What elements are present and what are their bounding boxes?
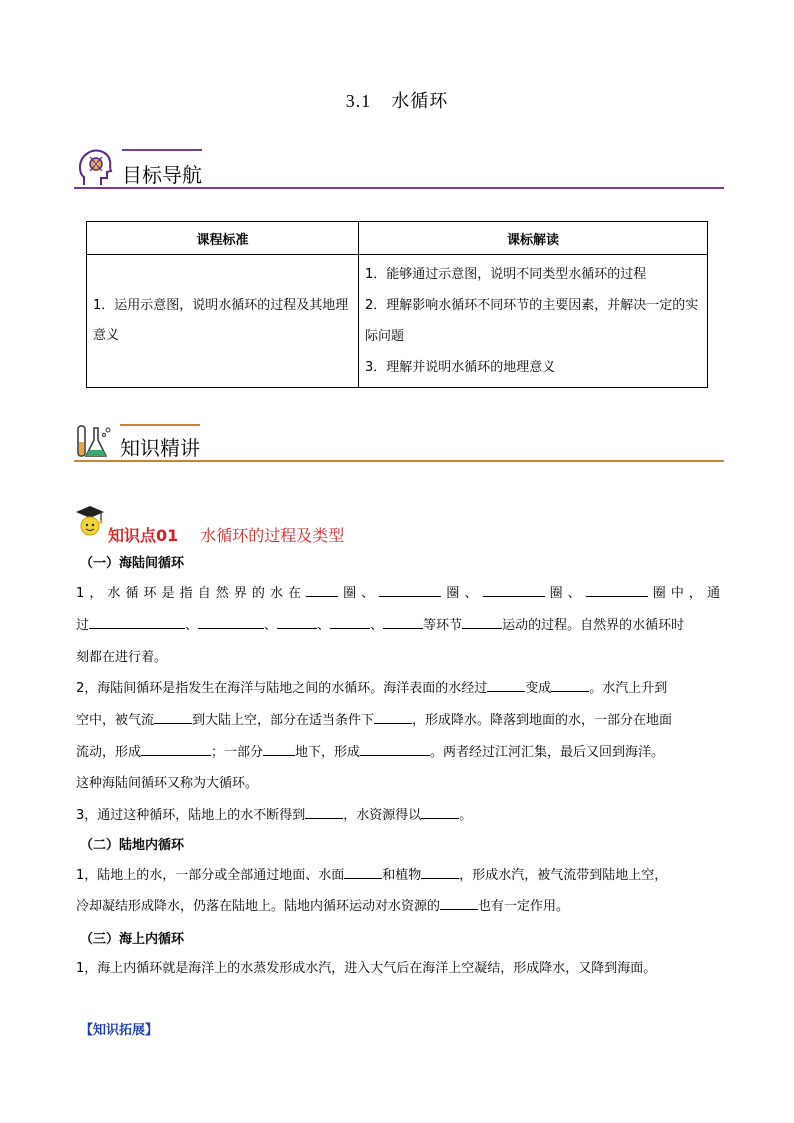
fill-blank: [360, 741, 430, 756]
subsection-heading: （三）海上内循环: [80, 932, 185, 947]
text: 1，陆地上的水，一部分或全部通过地面、水面: [76, 868, 345, 883]
paragraph: [76, 673, 720, 705]
text: 1，水循环是指自然界的水在: [76, 586, 307, 601]
paragraph: [76, 737, 720, 769]
fill-blank: [383, 614, 423, 629]
text: 过: [76, 618, 90, 633]
text: 2，海陆间循环是指发生在海洋与陆地之间的水循环。海洋表面的水经过: [76, 681, 488, 696]
goal-section-title: 目标导航: [122, 163, 202, 187]
table-header-standard: 课程标准: [87, 222, 359, 255]
fill-blank: [483, 582, 545, 597]
knowledge-point-label: 知识点01: [108, 526, 179, 545]
lab-flask-icon: [74, 422, 114, 462]
knowledge-underline: [74, 460, 724, 462]
text: 。: [459, 808, 473, 823]
knowledge-top-line: [120, 424, 200, 426]
knowledge-point-name: 水循环的过程及类型: [200, 526, 345, 545]
knowledge-section-title: 知识精讲: [120, 436, 200, 460]
text: 流动，形成: [76, 745, 142, 760]
text: 到大陆上空，部分在适当条件下: [192, 713, 375, 728]
table-header-row: [87, 222, 708, 255]
standard-cell: 1．运用示意图，说明水循环的过程及其地理意义: [87, 255, 359, 388]
text: 空中，被气流: [76, 713, 155, 728]
curriculum-table: [86, 221, 708, 388]
text: 、: [264, 618, 278, 633]
interpretation-cell: [359, 255, 708, 388]
fill-blank: [487, 677, 525, 692]
subsection-heading: （二）陆地内循环: [80, 838, 185, 853]
text: ；一部分: [211, 745, 264, 760]
fill-blank: [277, 614, 317, 629]
fill-blank: [462, 614, 502, 629]
text: 圈、: [338, 586, 380, 601]
paragraph: [76, 891, 720, 923]
fill-blank: [586, 582, 648, 597]
fill-blank: [379, 582, 441, 597]
paragraph: [76, 860, 720, 892]
paragraph: [76, 800, 720, 832]
interpretation-item: 3．理解并说明水循环的地理意义: [365, 360, 556, 375]
text: 、: [370, 618, 384, 633]
table-header-interpretation: 课标解读: [359, 222, 708, 255]
paragraph: 1，海上内循环就是海洋上的水蒸发形成水汽，进入大气后在海洋上空凝结，形成降水，又降到海面。: [76, 961, 657, 976]
paragraph: 刻都在进行着。: [76, 650, 168, 665]
graduate-icon: [74, 504, 106, 538]
goal-top-line: [122, 149, 202, 151]
fill-blank: [141, 741, 211, 756]
fill-blank: [306, 582, 338, 597]
goal-underline: [74, 187, 724, 189]
page-title: [0, 87, 794, 113]
text: 冷却凝结形成降水，仍落在陆地上。陆地内循环运动对水资源的: [76, 899, 441, 914]
head-gear-icon: [76, 147, 114, 187]
fill-blank: [344, 864, 382, 879]
title-number: 3.1: [345, 91, 372, 111]
fill-blank: [89, 614, 185, 629]
interpretation-item: 1．能够通过示意图，说明不同类型水循环的过程: [365, 267, 647, 282]
fill-blank: [305, 804, 343, 819]
text: 圈中，通: [647, 586, 720, 601]
text: 地下，形成: [295, 745, 361, 760]
text: ，形成降水。降落到地面的水，一部分在地面: [412, 713, 673, 728]
text: 圈、: [544, 586, 586, 601]
text: 。两者经过江河汇集，最后又回到海洋。: [430, 745, 665, 760]
interpretation-item: 2．理解影响水循环不同环节的主要因素，并解决一定的实际问题: [365, 298, 699, 344]
text: 等环节: [423, 618, 463, 633]
section-knowledge-header: [74, 420, 724, 464]
knowledge-point-title: [108, 523, 344, 546]
text: 3，通过这种循环，陆地上的水不断得到: [76, 808, 306, 823]
fill-blank: [551, 677, 589, 692]
fill-blank: [374, 709, 412, 724]
section-goal-header: [74, 145, 724, 191]
text: 也有一定作用。: [478, 899, 570, 914]
text: ，水资源得以: [343, 808, 422, 823]
paragraph: [76, 705, 720, 737]
knowledge-extension-label: 【知识拓展】: [80, 1023, 159, 1038]
text: 圈、: [441, 586, 483, 601]
fill-blank: [421, 864, 459, 879]
text: ，形成水汽，被气流带到陆地上空，: [459, 868, 668, 883]
paragraph: 这种海陆间循环又称为大循环。: [76, 776, 259, 791]
fill-blank: [440, 895, 478, 910]
paragraph: [76, 578, 720, 610]
text: 变成: [525, 681, 552, 696]
paragraph: [76, 610, 720, 642]
fill-blank: [154, 709, 192, 724]
text: 和植物: [382, 868, 422, 883]
fill-blank: [421, 804, 459, 819]
table-row: [87, 255, 708, 388]
text: 、: [317, 618, 331, 633]
fill-blank: [263, 741, 295, 756]
text: 、: [185, 618, 199, 633]
title-text: 水循环: [391, 91, 449, 112]
text: 运动的过程。自然界的水循环时: [502, 618, 685, 633]
fill-blank: [198, 614, 264, 629]
fill-blank: [330, 614, 370, 629]
subsection-heading: （一）海陆间循环: [80, 556, 185, 571]
text: 。水汽上升到: [589, 681, 668, 696]
